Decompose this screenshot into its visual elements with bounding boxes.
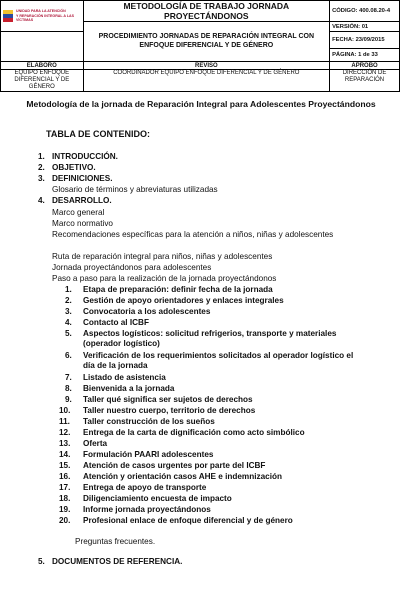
step-text: Aspectos logísticos: solicitud refrigerios, transporte y materiales (operador logístico): [83, 329, 337, 348]
unidad-victimas-logo: [1, 9, 83, 23]
step-number: 16.: [59, 472, 71, 481]
step-number: 5.: [65, 329, 72, 338]
toc-subitem: Marco normativo: [52, 219, 113, 228]
toc-subitem: Ruta de reparación integral para niños, niñas y adolescentes: [52, 252, 273, 261]
step-text: Contacto al ICBF: [83, 318, 149, 327]
reviso-label: REVISÓ: [83, 62, 329, 70]
toc-step: [59, 505, 365, 515]
procedure-title-cell: PROCEDIMIENTO JORNADAS DE REPARACIÓN INTEGRAL CON ENFOQUE DIFERENCIAL Y DE GÉNERO: [83, 22, 329, 62]
toc-item-5: 5. DOCUMENTOS DE REFERENCIA.: [38, 557, 183, 566]
toc-step: [59, 494, 365, 504]
step-text: Bienvenida a la jornada: [83, 384, 175, 393]
step-number: 20.: [59, 516, 71, 525]
step-number: 18.: [59, 494, 71, 503]
step-text: Convocatoria a los adolescentes: [83, 307, 211, 316]
step-number: 3.: [65, 307, 72, 316]
toc-step: [59, 450, 365, 460]
reviso-value: COORDINADOR EQUIPO ENFOQUE DIFERENCIAL Y DE GÉNERO: [83, 70, 329, 92]
toc-item-1: 1. INTRODUCCIÓN.: [38, 152, 118, 161]
elaboro-value: EQUIPO ENFOQUE DIFERENCIAL Y DE GÉNERO: [1, 70, 84, 92]
elaboro-label: ELABORÓ: [1, 62, 84, 70]
toc-step: [59, 439, 365, 449]
toc-subitem: Jornada proyectándonos para adolescentes: [52, 263, 212, 272]
logo-cell: [1, 1, 84, 32]
toc-step: [59, 406, 365, 416]
faq-item: Preguntas frecuentes.: [75, 537, 156, 546]
toc-step: [65, 373, 365, 383]
step-text: Profesional enlace de enfoque diferencial y de género: [83, 516, 293, 525]
step-number: 12.: [59, 428, 71, 437]
flag-emblem-icon: [3, 10, 13, 22]
step-number: 6.: [65, 351, 72, 360]
step-text: Verificación de los requerimientos solicitados al operador logístico el día de la jornada: [83, 351, 354, 370]
step-text: Listado de asistencia: [83, 373, 166, 382]
step-number: 9.: [65, 395, 72, 404]
toc-step: [65, 329, 365, 349]
step-text: Informe jornada proyectándonos: [83, 505, 211, 514]
step-text: Oferta: [83, 439, 108, 448]
toc-step: [59, 516, 365, 526]
toc-step: [65, 285, 365, 295]
step-number: 8.: [65, 384, 72, 393]
toc-step: [65, 296, 365, 306]
step-number: 15.: [59, 461, 71, 470]
toc-step: [65, 318, 365, 328]
version-field: VERSIÓN: 01: [330, 22, 400, 32]
toc-subitem: Recomendaciones específicas para la atención a niños, niñas y adolescentes: [52, 230, 334, 239]
step-number: 19.: [59, 505, 71, 514]
step-text: Atención de casos urgentes por parte del ICBF: [83, 461, 266, 470]
step-text: Gestión de apoyo orientadores y enlaces integrales: [83, 296, 284, 305]
step-text: Atención y orientación casos AHE e indemnización: [83, 472, 282, 481]
toc-step: [65, 351, 365, 371]
toc-subitem: Paso a paso para la realización de la jornada proyectándonos: [52, 274, 277, 283]
toc-step: [59, 417, 365, 427]
step-text: Taller qué significa ser sujetos de derechos: [83, 395, 253, 404]
step-text: Etapa de preparación: definir fecha de la jornada: [83, 285, 273, 294]
logo-line-1: UNIDAD PARA LA ATENCIÓN: [16, 9, 66, 14]
step-number: 11.: [59, 417, 70, 426]
date-field: FECHA: 23/09/2015: [330, 32, 400, 49]
step-number: 10.: [59, 406, 71, 415]
toc-step: [65, 307, 365, 317]
step-number: 4.: [65, 318, 72, 327]
step-number: 17.: [59, 483, 71, 492]
step-number: 2.: [65, 296, 72, 305]
toc-item-2: 2. OBJETIVO.: [38, 163, 96, 172]
step-text: Formulación PAARI adolescentes: [83, 450, 214, 459]
toc-heading: TABLA DE CONTENIDO:: [46, 129, 150, 139]
step-text: Entrega de la carta de dignificación como acto simbólico: [83, 428, 305, 437]
aprobo-label: APROBÓ: [330, 62, 400, 70]
step-number: 7.: [65, 373, 72, 382]
step-number: 14.: [59, 450, 71, 459]
toc-step: [59, 461, 365, 471]
toc-subitem: Glosario de términos y abreviaturas utilizadas: [52, 185, 218, 194]
step-text: Diligenciamiento encuesta de impacto: [83, 494, 232, 503]
toc-step: [59, 428, 365, 438]
logo-line-2: Y REPARACIÓN INTEGRAL A LAS VÍCTIMAS: [16, 13, 75, 23]
step-text: Taller construcción de los sueños: [83, 417, 215, 426]
toc-item-3: 3. DEFINICIONES.: [38, 174, 113, 183]
step-number: 1.: [65, 285, 72, 294]
step-text: Taller nuestro cuerpo, territorio de derechos: [83, 406, 256, 415]
step-number: 13.: [59, 439, 71, 448]
toc-step: [65, 384, 365, 394]
toc-step: [59, 483, 365, 493]
toc-item-4: 4. DESARROLLO.: [38, 196, 112, 205]
document-header: [0, 0, 400, 92]
page-title: Metodología de la jornada de Reparación Integral para Adolescentes Proyectándonos: [26, 99, 376, 109]
document-title-cell: METODOLOGÍA DE TRABAJO JORNADA PROYECTÁNDONOS: [83, 1, 329, 22]
page-field: PÁGINA: 1 de 33: [330, 49, 400, 62]
toc-step: [65, 395, 365, 405]
toc-step: [59, 472, 365, 482]
toc-subitem: Marco general: [52, 208, 105, 217]
code-field: CÓDIGO: 400.08.20-4: [330, 1, 400, 22]
aprobo-value: DIRECCIÓN DE REPARACIÓN: [330, 70, 400, 92]
step-text: Entrega de apoyo de transporte: [83, 483, 207, 492]
